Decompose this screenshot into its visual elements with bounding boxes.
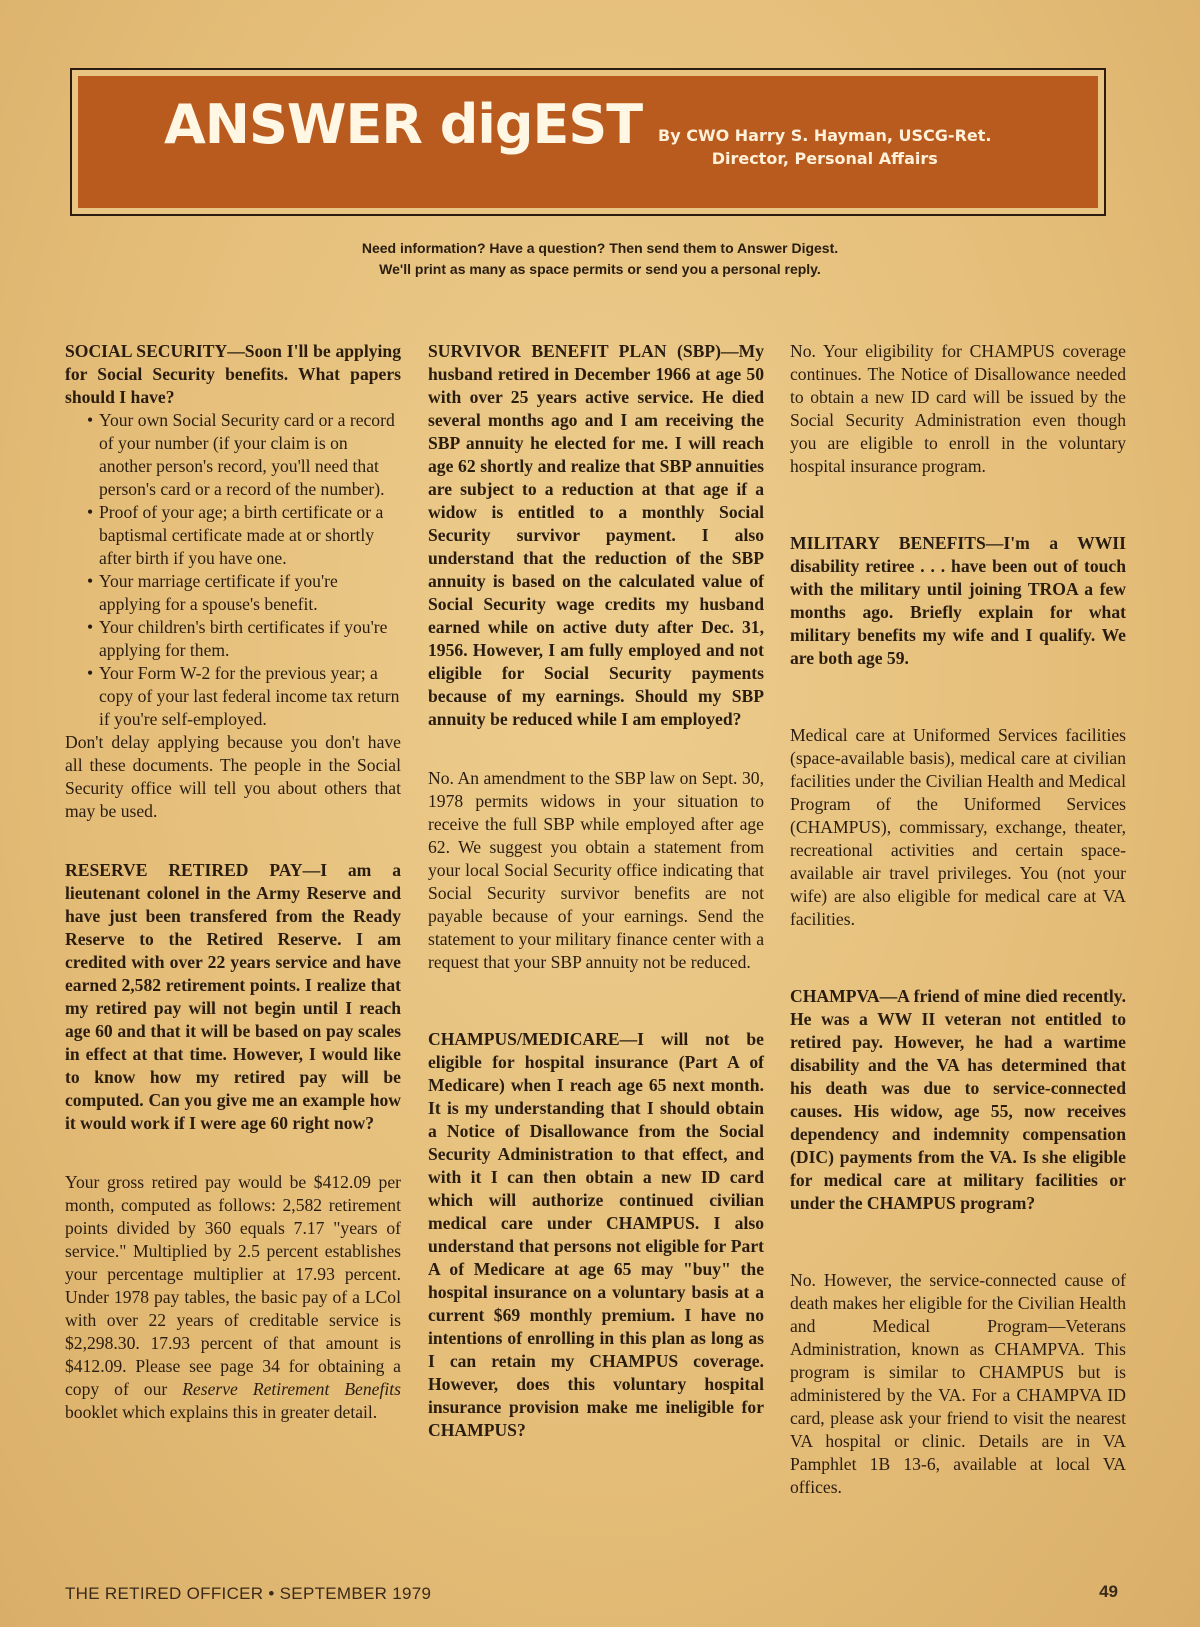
reserve-retired-pay-question: RESERVE RETIRED PAY—I am a lieutenant colonel in the Army Reserve and have just been transfered from the Ready Reserve to the Retired Reserve. I am credited with over 22 years service and have earned 2,582 retirement points. I realize that my retired pay will not begin until I reach age 60 and that it will be based on pay scales in effect at that time. However, I would like to know how my retired pay will be computed. Can you give me an example how it would work if I were age 60 right now?	[65, 860, 401, 1133]
champva-question: CHAMPVA—A friend of mine died recently. He was a WW II veteran not entitled to retired pay. However, he had a wartime disability and the VA has determined that his death was due to service-connected causes. His widow, age 55, now receives dependency and indemnity compensation (DIC) payments from the VA. Is she eligible for medical care at military facilities or under the CHAMPUS program?	[790, 986, 1126, 1213]
list-item: • Your marriage certificate if you're applying for a spouse's benefit.	[99, 570, 401, 616]
column-2	[428, 340, 764, 1442]
intro-line-1: Need information? Have a question? Then send them to Answer Digest.	[361, 240, 839, 256]
list-item: • Proof of your age; a birth certificate or a baptismal certificate made at or shortly after birth if you have one.	[99, 501, 401, 570]
champva-answer: No. However, the service-connected cause of death makes her eligible for the Civilian Health and Medical Program—Veterans Administration, known as CHAMPVA. This program is similar to CHAMPUS but is administered by the VA. For a CHAMPVA ID card, please ask your friend to visit the nearest VA hospital or clinic. Details are in VA Pamphlet 1B 13-6, available at local VA offices.	[790, 1270, 1126, 1497]
military-benefits-answer: Medical care at Uniformed Services facilities (space-available basis), medical care at civilian facilities under the Civilian Health and Medical Program of the Uniformed Services (CHAMPUS), commissary, exchange, theater, recreational activities and certain space-available air travel privileges. You (not your wife) are also eligible for medical care at VA facilities.	[790, 725, 1126, 929]
intro-line-2: We'll print as many as space permits or send you a personal reply.	[379, 261, 821, 277]
column-3	[790, 340, 1126, 1499]
sbp-answer: No. An amendment to the SBP law on Sept. 30, 1978 permits widows in your situation to receive the full SBP while employed after age 62. We suggest you obtain a statement from your local Social Security office indicating that Social Security survivor benefits are not payable because of your earnings. Send the statement to your military finance center with a request that your SBP annuity not be reduced.	[428, 768, 764, 972]
booklet-title: Reserve Retirement Benefits	[182, 1379, 401, 1399]
social-security-question: SOCIAL SECURITY—Soon I'll be applying for Social Security benefits. What papers should I have?	[65, 341, 401, 407]
reserve-retired-pay-answer: Your gross retired pay would be $412.09 per month, computed as follows: 2,582 retirement points divided by 360 equals 7.17 "years of service." Multiplied by 2.5 percent establishes your percentage multiplier at 17.93 percent. Under 1978 pay tables, the basic pay of a LCol with over 22 years of creditable service is $2,298.30. 17.93 percent of that amount is $412.09. Please see page 34 for obtaining a copy of our Reserve Retirement Benefits booklet which explains this in greater detail.	[65, 1172, 401, 1422]
sbp-question: SURVIVOR BENEFIT PLAN (SBP)—My husband retired in December 1966 at age 50 with over 25 years active service. He died several months ago and I am receiving the SBP annuity he elected for me. I will reach age 62 shortly and realize that SBP annuities are subject to a reduction at that age if a widow is entitled to a monthly Social Security survivor payment. I also understand that the reduction of the SBP annuity is based on the calculated value of Social Security wage credits my husband earned while on active duty after Dec. 31, 1956. However, I am fully employed and not eligible for Social Security payments because of my earnings. Should my SBP annuity be reduced while I am employed?	[428, 341, 764, 729]
champus-medicare-answer: No. Your eligibility for CHAMPUS coverage continues. The Notice of Disallowance needed to obtain a new ID card will be issued by the Social Security Administration even though you are eligible to enroll in the voluntary hospital insurance program.	[790, 341, 1126, 476]
intro-note	[0, 238, 1200, 280]
header-banner-frame	[70, 68, 1106, 216]
column-1	[65, 340, 401, 1424]
byline-author: By CWO Harry S. Hayman, USCG-Ret.	[658, 126, 992, 145]
military-benefits-question: MILITARY BENEFITS—I'm a WWII disability retiree . . . have been out of touch with the military until joining TROA a few months ago. Briefly explain for what military benefits my wife and I qualify. We are both age 59.	[790, 533, 1126, 668]
page-title: ANSWER digEST	[164, 93, 643, 156]
list-item: • Your children's birth certificates if you're applying for them.	[99, 616, 401, 662]
social-security-documents-list	[65, 409, 401, 731]
byline-role: Director, Personal Affairs	[711, 149, 938, 169]
byline	[658, 124, 991, 170]
list-item: • Your Form W-2 for the previous year; a copy of your last federal income tax return if you're self-employed.	[99, 662, 401, 731]
publication-footer: THE RETIRED OFFICER • SEPTEMBER 1979	[65, 1584, 432, 1603]
champus-medicare-question: CHAMPUS/MEDICARE—I will not be eligible for hospital insurance (Part A of Medicare) when I reach age 65 next month. It is my understanding that I should obtain a Notice of Disallowance from the Social Security Administration to that effect, and with it I can then obtain a new ID card which will authorize continued civilian medical care under CHAMPUS. I also understand that persons not eligible for Part A of Medicare at age 65 may "buy" the hospital insurance on a voluntary basis at a current $69 monthly premium. I have no intentions of enrolling in this plan as long as I can retain my CHAMPUS coverage. However, does this voluntary hospital insurance provision make me ineligible for CHAMPUS?	[428, 1029, 764, 1440]
social-security-closing: Don't delay applying because you don't have all these documents. The people in the Social Security office will tell you about others that may be used.	[65, 732, 401, 821]
header-banner	[78, 76, 1098, 208]
list-item: • Your own Social Security card or a record of your number (if your claim is on another person's record, you'll need that person's card or a record of the number).	[99, 409, 401, 501]
page-number: 49	[1099, 1582, 1118, 1601]
